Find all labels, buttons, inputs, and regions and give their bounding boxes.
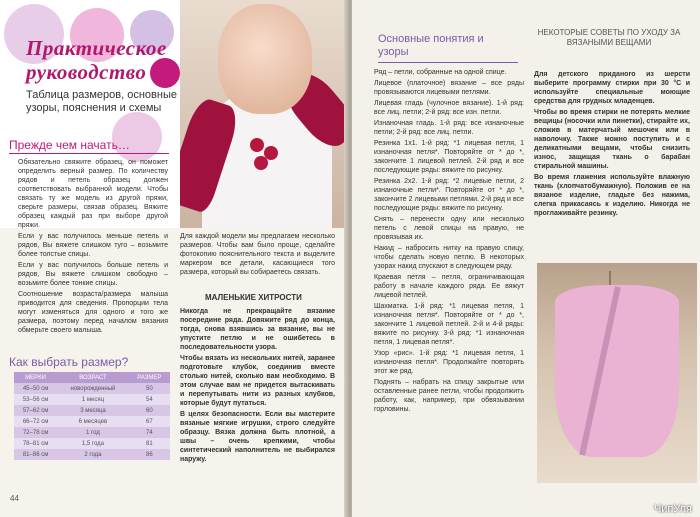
term-item: Снять – перенести одну или несколько петель с левой спицы на правую, не провязывая их. <box>374 216 524 241</box>
page-number: 44 <box>10 494 19 503</box>
paragraph: Для каждой модели мы предлагаем несколько размеров. Чтобы вам было проще, сделайте фотокопию пояснительного текста и выделите маркером все детали, касающиеся того размера, который вы собираетесь связать. <box>180 233 335 276</box>
baby-head <box>218 4 312 114</box>
section-heading: Прежде чем начать… <box>9 138 130 152</box>
care-tips <box>534 70 690 220</box>
cell: 72–78 см <box>14 427 57 438</box>
table-row <box>14 383 170 394</box>
flower-decor <box>254 156 268 170</box>
paragraph: Если у вас получилось меньше петель и рядов, Вы вяжете слишком туго – возьмите более толстые спицы. <box>18 233 168 258</box>
paragraph: Если у вас получилось больше петель и рядов, Вы вяжете слишком свободно – возьмите более тонкие спицы. <box>18 262 168 287</box>
table-row <box>14 427 170 438</box>
garment-photo <box>537 263 697 483</box>
term-item: Лицевая гладь (чулочное вязание). 1-й ряд: все лиц. петли; 2-й ряд: все изн. петли. <box>374 100 524 116</box>
cell: 60 <box>129 405 170 416</box>
tip-item: В целях безопасности. Если вы мастерите вязаные мягкие игрушки, строго следуйте образцу. Вязка должна быть плотной, а швы – очень крепкими, чтобы синтетический наполнитель не выбирался наружу. <box>180 411 335 463</box>
paragraph: Соотношение возраста/размера малыша приводится для сведения. Пропорции тела могут изменяться для одного и того же размера, поэтому перед началом вязания обмерьте своего малыша. <box>18 291 168 334</box>
tricks-list <box>180 307 335 466</box>
cell: 6 месяцев <box>57 416 129 427</box>
table-row <box>14 394 170 405</box>
term-item: Краевая петля – петля, ограничивающая работу в начале каждого ряда. Ее вяжут лицевой петлей. <box>374 274 524 299</box>
cell: 53–56 см <box>14 394 57 405</box>
heading-rule <box>9 153 169 154</box>
cell: 1 месяц <box>57 394 129 405</box>
term-item: Ряд – петли, собранные на одной спице. <box>374 69 507 76</box>
paragraph: Обязательно свяжите образец, он поможет определить верный размер. По количеству рядов и петель образец должен соответствовать выбранной модели. Чтобы связать ту же модель из другой пряжи, сверьте размеры, связав образец. Вяжите образец каждый раз при выборе другой пряжи. <box>18 159 168 229</box>
term-item: Шахматка. 1-й ряд: *1 лицевая петля, 1 изнаночная петля*. Повторяйте от * до *, закончите 1 лицевой петлей. 2-й и 4-й ряды: вяжите по рисунку. 3-й ряд: *1 изнаночная петля, 1 лицевая петля*. <box>374 303 524 346</box>
cell: 3 месяца <box>57 405 129 416</box>
terms-column <box>374 68 524 416</box>
tip-item: Для детского приданого из шерсти выберите программу стирки при 30 °С и используйте специальные моющие средства для грудных младенцев. <box>534 71 690 105</box>
tip-item: Никогда не прекращайте вязание посередине ряда. Довяжите ряд до конца, тогда, снова взявшись за вязание, вы не упустите петлю и не ошибетесь в последовательности узора. <box>180 308 335 351</box>
cell: 81–86 см <box>14 449 57 460</box>
term-item: Резинка 1х1. 1-й ряд: *1 лицевая петля, 1 изнаночная петля*. Повторяйте от * до *, закончите 1 лицевой петлей. 2-й ряд и все последующие ряды: вяжите по рисунку. <box>374 140 524 174</box>
cell: 1,5 года <box>57 438 129 449</box>
cell: 2 года <box>57 449 129 460</box>
tricks-heading: МАЛЕНЬКИЕ ХИТРОСТИ <box>205 293 302 302</box>
flower-decor <box>250 138 264 152</box>
cell: 45–50 см <box>14 383 57 394</box>
baby-photo <box>180 0 348 228</box>
tip-item: Чтобы вязать из нескольких нитей, заранее подготовьте клубок, соединив вместе столько нитей, сколько вам необходимо. В этом случае вам не придется вытаскивать и перепутывать нити из разных клубков, которые будут путаться. <box>180 355 335 407</box>
cell: 74 <box>129 427 170 438</box>
term-item: Резинка 2х2. 1-й ряд: *2 лицевые петли, 2 изнаночные петли*. Повторяйте от * до *, закончите 2 лицевыми петлями. 2-й ряд и все последующие ряды: вяжите по рисунку. <box>374 178 524 212</box>
cell: 67 <box>129 416 170 427</box>
pink-knit-garment <box>555 285 679 457</box>
table-header-row <box>14 372 170 383</box>
cell: 86 <box>129 449 170 460</box>
watermark-text: ЧипУля <box>653 503 692 515</box>
right-page <box>352 0 700 517</box>
size-table-title: Как выбрать размер? <box>9 355 129 369</box>
intro-column-2 <box>180 232 335 279</box>
intro-column <box>18 158 168 337</box>
title-block <box>26 36 201 115</box>
table-row <box>14 449 170 460</box>
cell: 50 <box>129 383 170 394</box>
term-item: Поднять – набрать на спицу закрытые или оставленные ранее петли, чтобы продолжить работу, как, например, при обвязывании горловины. <box>374 379 524 413</box>
care-heading: НЕКОТОРЫЕ СОВЕТЫ ПО УХОДУ ЗА ВЯЗАНЫМИ ВЕЩАМИ <box>537 28 681 47</box>
tip-item: Во время глажения используйте влажную ткань (хлопчатобумажную). Положив ее на вязаное изделие, гладьте без нажима, слегка прикасаясь к изделию. Никогда не проглаживайте резинку. <box>534 174 690 217</box>
cell: 81 <box>129 438 170 449</box>
page-subtitle: Таблица размеров, основные узоры, пояснения и схемы <box>26 89 177 114</box>
table-row <box>14 416 170 427</box>
column-header: МЕРКИ <box>14 372 57 383</box>
cell: 57–62 см <box>14 405 57 416</box>
hanger <box>609 271 611 285</box>
cell: 78–81 см <box>14 438 57 449</box>
term-item: Накид – набросить нитку на правую спицу, чтобы сделать новую петлю. В некоторых узорах накид спускают в следующем ряду. <box>374 245 524 270</box>
cell: 66–72 см <box>14 416 57 427</box>
left-page <box>0 0 348 517</box>
cell: новорожденный <box>57 383 129 394</box>
term-item: Узор «рис». 1-й ряд: *1 лицевая петля, 1 изнаночная петля*. Продолжайте повторять этот же ряд. <box>374 350 524 375</box>
table-row <box>14 438 170 449</box>
bubble-decor <box>112 112 162 162</box>
table-row <box>14 405 170 416</box>
cell: 1 год <box>57 427 129 438</box>
section-heading: Основные понятия и узоры <box>378 33 484 58</box>
term-item: Лицевое (платочное) вязание – все ряды провязываются лицевыми петлями. <box>374 80 524 96</box>
page-title: Практическое руководство <box>26 36 167 84</box>
column-header: ВОЗРАСТ <box>57 372 129 383</box>
column-header: РАЗМЕР <box>129 372 170 383</box>
heading-rule <box>378 62 518 63</box>
term-item: Изнаночная гладь. 1-й ряд: все изнаночные петли; 2-й ряд: все лиц. петли. <box>374 120 524 136</box>
size-table <box>14 372 170 460</box>
tip-item: Чтобы во время стирки не потерять мелкие вещицы (носочки или пинетки), стирайте их, сложив в матерчатый мешочек или в наволочку. Также можно поступить и с деликатными вещами, чтобы снизить износ, защищая ткань о барабан стиральной машины. <box>534 109 690 170</box>
cell: 54 <box>129 394 170 405</box>
